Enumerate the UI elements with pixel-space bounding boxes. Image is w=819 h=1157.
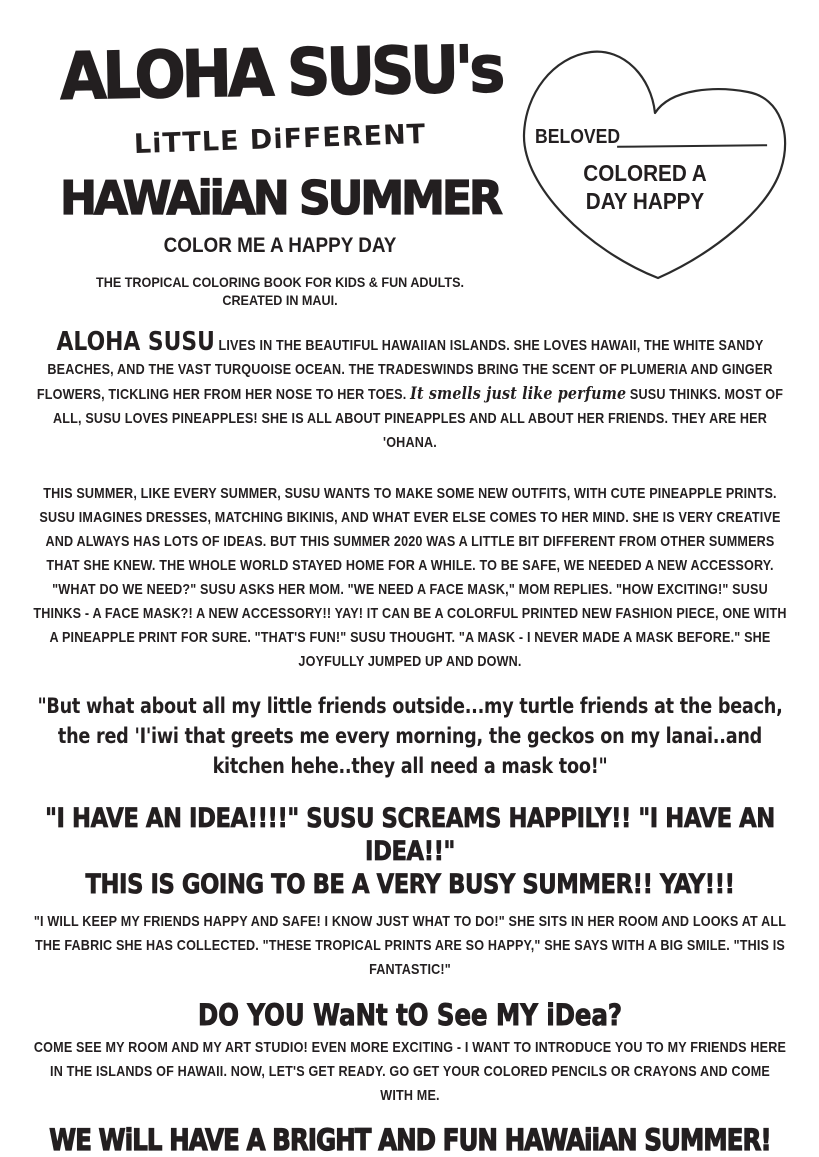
beloved-label: BELOVED [535, 126, 621, 148]
book-title-line1: ALOHA SUSU's [59, 31, 502, 116]
heart-badge [505, 38, 805, 303]
paragraph-fabric: "I WILL KEEP MY FRIENDS HAPPY AND SAFE! I KNOW JUST WHAT TO DO!" SHE SITS IN HER ROOM AND LOOKS AT ALL THE FABRIC SHE HAS COLLECTED. "THESE TROPICAL PRINTS ARE SO HAPPY," SHE SAYS WITH A BIG SMILE. "THIS IS FANTASTIC!" [33, 913, 787, 978]
friends-quote: "But what about all my little friends outside...my turtle friends at the beach, the red 'I'iwi that greets me every morning, the geckos on my lanai..and kitchen hehe..they all need a mask too!" [37, 694, 783, 778]
paragraph-intro [33, 327, 787, 455]
paragraph-intro-text-a: LIVES IN THE BEAUTIFUL HAWAIIAN ISLANDS. SHE LOVES HAWAII, THE WHITE SANDY BEACHES, AND THE VAST TURQUOISE OCEAN. THE TRADESWINDS BRING THE SCENT OF PLUMERIA AND GINGER FLOWERS, TICKLING HER FROM HER NOSE TO HER TOES. [36, 337, 773, 403]
tagline-line1: THE TROPICAL COLORING BOOK FOR KIDS & FUN ADULTS. [96, 274, 464, 290]
paragraph-invite: COME SEE MY ROOM AND MY ART STUDIO! EVEN MORE EXCITING - I WANT TO INTRODUCE YOU TO MY FRIENDS HERE IN THE ISLANDS OF HAWAII. NOW, LET'S GET READY. GO GET YOUR COLORED PENCILS OR CRAYONS AND COME WITH ME. [33, 1039, 787, 1104]
question-heading: DO YOU WaNt tO See MY iDea? [197, 998, 623, 1032]
beloved-name-blank [617, 127, 767, 148]
heart-text-line1: COLORED A [583, 160, 707, 186]
book-subtitle: COLOR ME A HAPPY DAY [163, 234, 397, 257]
book-title-line3: HAWAiiAN SUMMER [60, 172, 500, 226]
tagline-line2: CREATED IN MAUI. [222, 292, 338, 308]
aloha-susu-lead: ALOHA SUSU [56, 327, 215, 357]
perfume-italic-phrase: It smells just like perfume [410, 384, 627, 404]
heart-text-line2: DAY HAPPY [585, 188, 705, 214]
paragraph-intro-text-b: SUSU THINKS. MOST OF ALL, SUSU LOVES PINEAPPLES! SHE IS ALL ABOUT PINEAPPLES AND ALL ABOUT HER FRIENDS. THEY ARE HER 'OHANA. [53, 386, 784, 451]
book-taglines [78, 273, 483, 309]
story-body [28, 325, 792, 1157]
paragraph-summer: THIS SUMMER, LIKE EVERY SUMMER, SUSU WANTS TO MAKE SOME NEW OUTFITS, WITH CUTE PINEAPPLE PRINTS. SUSU IMAGINES DRESSES, MATCHING BIKINIS, AND WHAT EVER ELSE COMES TO HER MIND. SHE IS VERY CREATIVE AND ALWAYS HAS LOTS OF IDEAS. BUT THIS SUMMER 2020 WAS A LITTLE BIT DIFFERENT FROM OTHER SUMMERS THAT SHE KNEW. THE WHOLE WORLD STAYED HOME FOR A WHILE. TO BE SAFE, WE NEEDED A NEW ACCESSORY. "WHAT DO WE NEED?" SUSU ASKS HER MOM. "WE NEED A FACE MASK," MOM REPLIES. "HOW EXCITING!" SUSU THINKS - A FACE MASK?! A NEW ACCESSORY!! YAY! IT CAN BE A COLORFUL PRINTED NEW FASHION PIECE, ONE WITH A PINEAPPLE PRINT FOR SURE. "THAT'S FUN!" SUSU THOUGHT. "A MASK - I NEVER MADE A MASK BEFORE." SHE JOYFULLY JUMPED UP AND DOWN. [33, 485, 787, 670]
book-title-line2: LiTTLE DiFFERENT [133, 118, 427, 161]
idea-headline-line1: "I HAVE AN IDEA!!!!" SUSU SCREAMS HAPPILY!! "I HAVE AN IDEA!!" [45, 803, 775, 867]
idea-headline-line2: THIS IS GOING TO BE A VERY BUSY SUMMER!! YAY!!! [85, 869, 735, 900]
idea-headline [28, 802, 792, 901]
closing-line: WE WiLL HAVE A BRIGHT AND FUN HAWAiiAN SUMMER! [49, 1123, 771, 1157]
